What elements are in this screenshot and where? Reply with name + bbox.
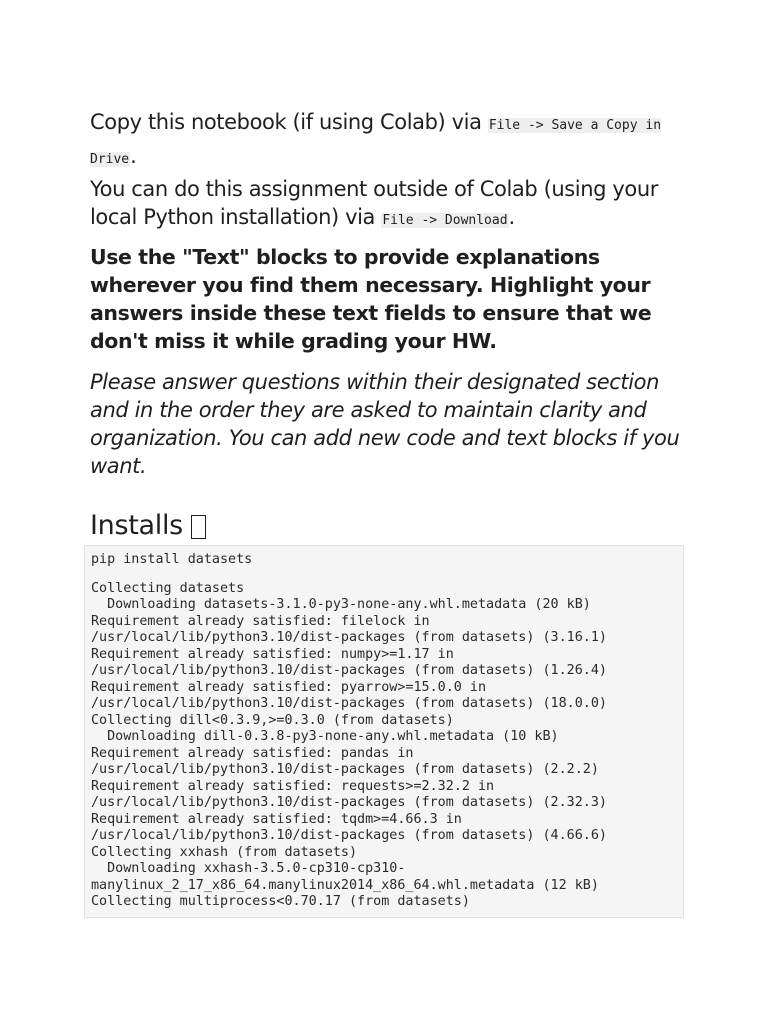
output-line: /usr/local/lib/python3.10/dist-packages (from datasets) (2.32.3) xyxy=(91,795,607,810)
output-line: /usr/local/lib/python3.10/dist-packages (from datasets) (1.26.4) xyxy=(91,663,607,678)
output-line: Collecting dill<0.3.9,>=0.3.0 (from datasets) xyxy=(91,712,454,728)
copy-instruction xyxy=(90,107,680,175)
output-line: Requirement already satisfied: requests>=2.32.2 in xyxy=(91,778,495,794)
output-line: Requirement already satisfied: tqdm>=4.66.3 in xyxy=(91,811,462,827)
output-line: Downloading datasets-3.1.0-py3-none-any.whl.metadata (20 kB) xyxy=(91,597,591,612)
download-instruction xyxy=(90,175,680,235)
code-input[interactable]: pip install datasets xyxy=(91,552,253,567)
output-line: /usr/local/lib/python3.10/dist-packages (from datasets) (18.0.0) xyxy=(91,696,607,711)
missing-glyph-icon xyxy=(191,515,206,539)
code-cell[interactable] xyxy=(84,545,684,918)
output-line: Downloading dill-0.3.8-py3-none-any.whl.metadata (10 kB) xyxy=(91,729,559,744)
output-line: Requirement already satisfied: pyarrow>=15.0.0 in xyxy=(91,679,487,695)
italic-instruction: Please answer questions within their designated section and in the order they are asked to maintain clarity and organization. You can add new code and text blocks if you want. xyxy=(90,370,680,478)
download-period: . xyxy=(508,205,515,229)
output-line: Collecting multiprocess<0.70.17 (from datasets) xyxy=(91,894,470,909)
output-line: /usr/local/lib/python3.10/dist-packages (from datasets) (3.16.1) xyxy=(91,630,607,645)
output-line: Requirement already satisfied: filelock in xyxy=(91,613,430,629)
output-line: Requirement already satisfied: pandas in xyxy=(91,745,414,761)
output-line: /usr/local/lib/python3.10/dist-packages (from datasets) (4.66.6) xyxy=(91,828,607,843)
output-line: Downloading xxhash-3.5.0-cp310-cp310- xyxy=(91,861,406,876)
code-output xyxy=(91,581,677,911)
copy-period: . xyxy=(130,144,137,168)
output-line: manylinux_2_17_x86_64.manylinux2014_x86_64.whl.metadata (12 kB) xyxy=(91,877,599,893)
download-text: You can do this assignment outside of Colab (using your local Python installation) via xyxy=(90,177,658,229)
output-line: Requirement already satisfied: numpy>=1.17 in xyxy=(91,646,454,662)
output-line: Collecting xxhash (from datasets) xyxy=(91,844,358,860)
section-title: Installs xyxy=(90,510,183,541)
download-menu-path: File -> Download xyxy=(382,213,508,228)
output-line: Collecting datasets xyxy=(91,580,245,596)
output-line: /usr/local/lib/python3.10/dist-packages (from datasets) (2.2.2) xyxy=(91,762,599,777)
section-heading xyxy=(90,510,206,541)
copy-text: Copy this notebook (if using Colab) via xyxy=(90,110,488,134)
bold-instruction: Use the "Text" blocks to provide explanations wherever you find them necessary. Highlight your answers inside these text fields to ensure that we don't miss it while grading your HW. xyxy=(90,245,652,353)
copy-menu-path: File -> Save a Copy in Drive xyxy=(90,118,662,167)
